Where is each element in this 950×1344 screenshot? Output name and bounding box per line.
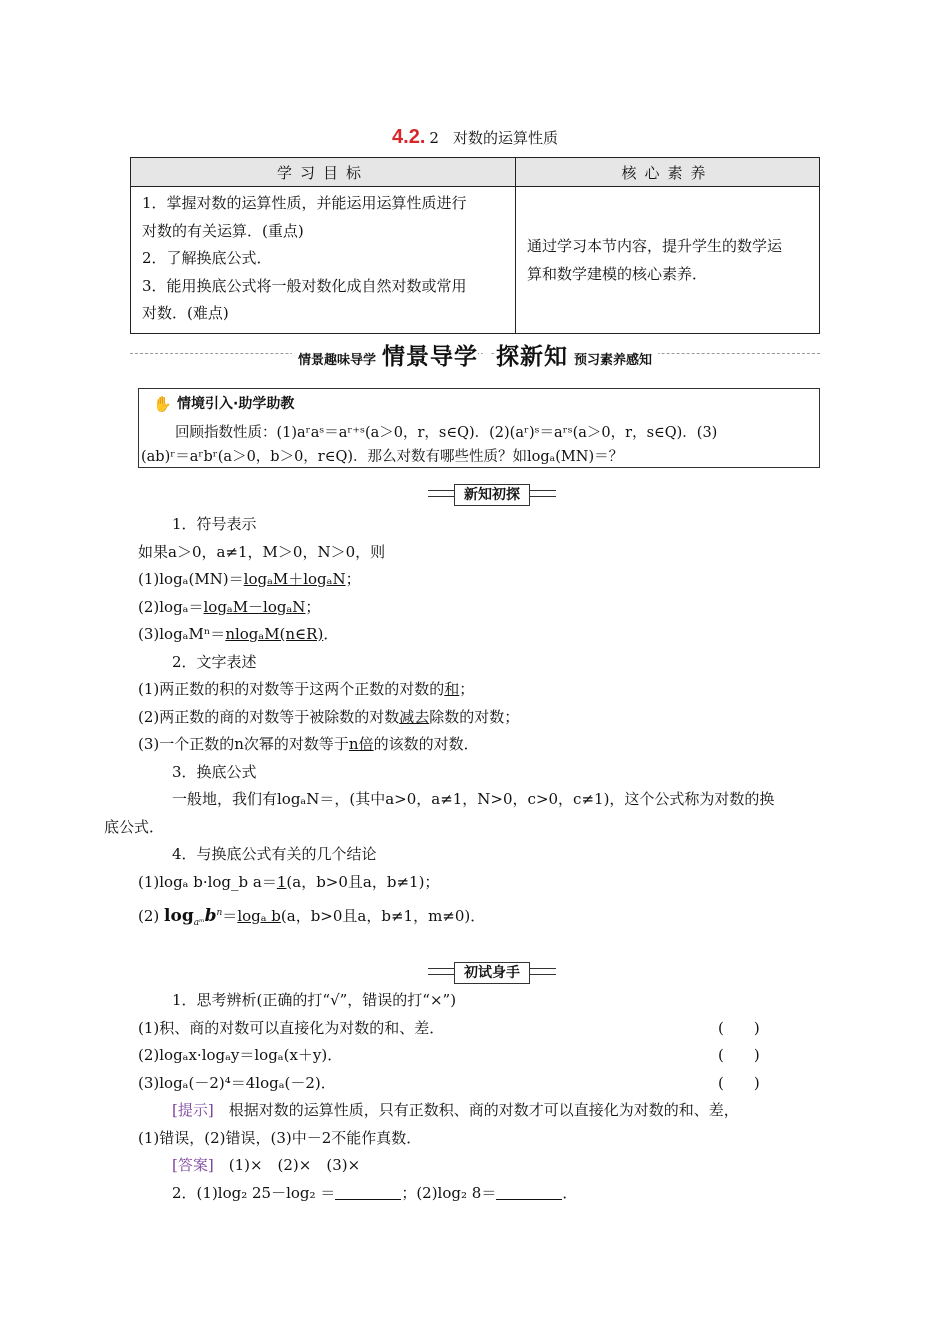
- formula-1: (1)logₐ(MN)＝logₐM＋logₐN；: [138, 570, 361, 588]
- core-text: [517, 232, 818, 288]
- answer-bracket: ( ): [718, 1018, 760, 1037]
- goal-line: 对数．(难点): [142, 304, 229, 322]
- intro-line-2: (ab)ʳ＝aʳbʳ(a＞0，b＞0，r∈Q)．那么对数有哪些性质？如logₐ(MN)＝？: [141, 449, 624, 465]
- section-number: 4.2.: [392, 126, 426, 148]
- tag-label: 初试身手: [454, 962, 530, 984]
- tag-label: 新知初探: [454, 484, 530, 506]
- question-2: 2．(1)log₂ 25－log₂ ＝ ；(2)log₂ 8＝ ．: [172, 1183, 578, 1202]
- text-rule-1: (1)两正数的积的对数等于这两个正数的对数的和；: [138, 680, 475, 698]
- condition-line: 如果a＞0，a≠1，M＞0，N＞0，则: [138, 542, 386, 561]
- change-base-line-1: 一般地，我们有logₐN＝，(其中a>0，a≠1，N>0，c>0，c≠1)，这个公式称为对数的换: [172, 790, 775, 808]
- formula-2: (2)logₐ＝logₐM－logₐN；: [138, 597, 321, 616]
- banner-right-label: 预习素养感知: [568, 353, 658, 368]
- goals-list: [132, 188, 514, 332]
- hands-icon: ✋: [153, 395, 172, 413]
- arrow-icon: »: [480, 352, 494, 366]
- text-rule-3: (3)一个正数的n次幂的对数等于n倍的该数的对数．: [138, 735, 479, 753]
- banner-title-right: 探新知: [496, 344, 568, 370]
- core-line: 算和数学建模的核心素养．: [527, 264, 708, 283]
- section-banner: [130, 338, 820, 370]
- goals-header: 学习目标: [131, 158, 516, 187]
- statement-2: (2)logₐx·logₐy＝logₐ(x＋y)． ( ): [138, 1042, 828, 1070]
- intro-box: [138, 388, 820, 468]
- tag-first-try: [428, 962, 556, 984]
- hint-line-1: [提示] 根据对数的运算性质，只有正数积、商的对数才可以直接化为对数的和、差，: [172, 1101, 739, 1119]
- answer-bracket: ( ): [718, 1073, 760, 1092]
- heading-symbols: 1．符号表示: [172, 515, 257, 533]
- intro-body: [139, 421, 819, 469]
- statement-1: (1)积、商的对数可以直接化为对数的和、差． ( ): [138, 1015, 828, 1043]
- new-knowledge-content: [104, 511, 828, 930]
- core-line: 通过学习本节内容，提升学生的数学运: [527, 236, 783, 255]
- core-header: 核心素养: [516, 158, 820, 187]
- section-subnumber: 2: [429, 129, 439, 147]
- intro-line-1: 回顾指数性质：(1)aʳaˢ＝aʳ⁺ˢ(a＞0，r，s∈Q)．(2)(aʳ)ˢ＝aʳˢ(a＞0，r，s∈Q)．(3): [175, 425, 718, 441]
- goals-table: [130, 157, 820, 334]
- hint-line-2: (1)错误，(2)错误，(3)中－2不能作真数．: [138, 1128, 422, 1147]
- goal-line: 2．了解换底公式．: [142, 249, 272, 267]
- goal-line: 1．掌握对数的运算性质，并能运用运算性质进行: [142, 194, 467, 212]
- section-title: 对数的运算性质: [452, 129, 558, 147]
- formula-3: (3)logₐMⁿ＝nlogₐM(n∈R)．: [138, 625, 339, 643]
- page-title: [0, 126, 950, 149]
- conclusion-2: (2) $\log_{aᵐ}b^n=\log_a$ b(a，b>0且a，b≠1，m≠0)．: [138, 906, 486, 928]
- answer-blank[interactable]: [496, 1185, 562, 1200]
- text-rule-2: (2)两正数的商的对数等于被除数的对数减去除数的对数；: [138, 707, 520, 726]
- first-try-content: [138, 987, 828, 1207]
- hint-label: [提示]: [172, 1101, 214, 1119]
- answer-line: [答案] (1)× (2)× (3)×: [172, 1156, 361, 1174]
- tag-new-knowledge: [428, 484, 556, 506]
- banner-title-left: 情景导学: [382, 344, 478, 370]
- goal-line: 3．能用换底公式将一般对数化成自然对数或常用: [142, 276, 467, 295]
- question-1: 1．思考辨析(正确的打“√”，错误的打“×”): [172, 991, 457, 1009]
- goal-line: 对数的有关运算．(重点): [142, 221, 304, 240]
- statement-3: (3)logₐ(－2)⁴＝4logₐ(－2)． ( ): [138, 1070, 828, 1098]
- heading-conclusions: 4．与换底公式有关的几个结论: [172, 845, 377, 863]
- intro-heading: 情境引入·助学助教: [177, 396, 295, 412]
- banner-left-label: 情景趣味导学: [292, 353, 382, 368]
- conclusion-1: (1)logₐ b·log_b a＝1(a，b>0且a，b≠1)；: [138, 872, 440, 891]
- heading-change-base: 3．换底公式: [172, 762, 257, 781]
- answer-bracket: ( ): [718, 1046, 760, 1064]
- answer-blank[interactable]: [335, 1185, 401, 1200]
- heading-text: 2．文字表述: [172, 652, 257, 671]
- change-base-line-2: 底公式．: [104, 817, 165, 836]
- answer-label: [答案]: [172, 1156, 214, 1174]
